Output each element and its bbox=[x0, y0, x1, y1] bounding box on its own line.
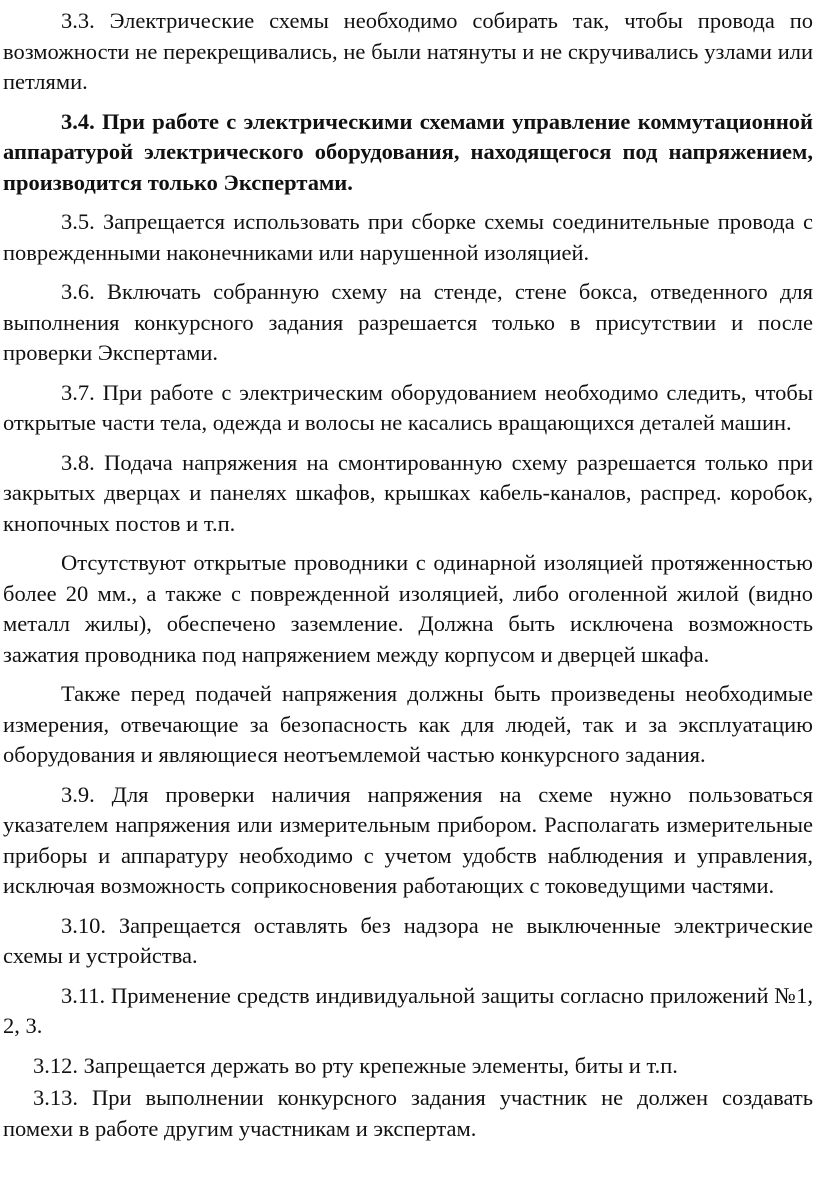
paragraph-3-13: 3.13. При выполнении конкурсного задания участник не должен создавать помехи в работе другим участникам и экспертам. bbox=[3, 1085, 813, 1141]
paragraph-3-5: 3.5. Запрещается использовать при сборке схемы соединительные провода с поврежденными наконечниками или нарушенной изоляцией. bbox=[3, 209, 813, 265]
paragraph-3-4: 3.4. При работе с электрическими схемами управление коммутационной аппаратурой электрического оборудования, находящегося под напряжением, производится только Экспертами. bbox=[3, 108, 813, 195]
paragraph-3-3: 3.3. Электрические схемы необходимо собирать так, чтобы провода по возможности не перекрещивались, не были натянуты и не скручивались узлами или петлями. bbox=[3, 8, 813, 94]
paragraph-3-10: 3.10. Запрещается оставлять без надзора не выключенные электрические схемы и устройства. bbox=[3, 912, 813, 968]
paragraph-3-6: 3.6. Включать собранную схему на стенде, стене бокса, отведенного для выполнения конкурсного задания разрешается только в присутствии и после проверки Экспертами. bbox=[3, 279, 813, 365]
paragraph-3-9: 3.9. Для проверки наличия напряжения на схеме нужно пользоваться указателем напряжения или измерительным прибором. Располагать измерительные приборы и аппаратуру необходимо с учетом удобств наблюдения и управления, исключая возможность соприкосновения работающих с токоведущими частями. bbox=[3, 781, 813, 898]
paragraph-3-12: 3.12. Запрещается держать во рту крепежные элементы, биты и т.п. bbox=[33, 1052, 678, 1078]
paragraph-measurements: Также перед подачей напряжения должны быть произведены необходимые измерения, отвечающие за безопасность как для людей, так и за эксплуатацию оборудования и являющиеся неотъемлемой частью конкурсного задания. bbox=[3, 681, 813, 767]
paragraph-3-8: 3.8. Подача напряжения на смонтированную схему разрешается только при закрытых дверцах и панелях шкафов, крышках кабель-каналов, распред. коробок, кнопочных постов и т.п. bbox=[3, 449, 813, 536]
paragraph-3-11: 3.11. Применение средств индивидуальной защиты согласно приложений №1, 2, 3. bbox=[3, 982, 813, 1038]
paragraph-open-conductors: Отсутствуют открытые проводники с одинарной изоляцией протяженностью более 20 мм., а также с поврежденной изоляцией, либо оголенной жилой (видно металл жилы), обеспечено заземление. Должна быть исключена возможность зажатия проводника под напряжением между корпусом и дверцей шкафа. bbox=[3, 550, 813, 667]
paragraph-3-7: 3.7. При работе с электрическим оборудованием необходимо следить, чтобы открытые части тела, одежда и волосы не касались вращающихся деталей машин. bbox=[3, 379, 813, 435]
